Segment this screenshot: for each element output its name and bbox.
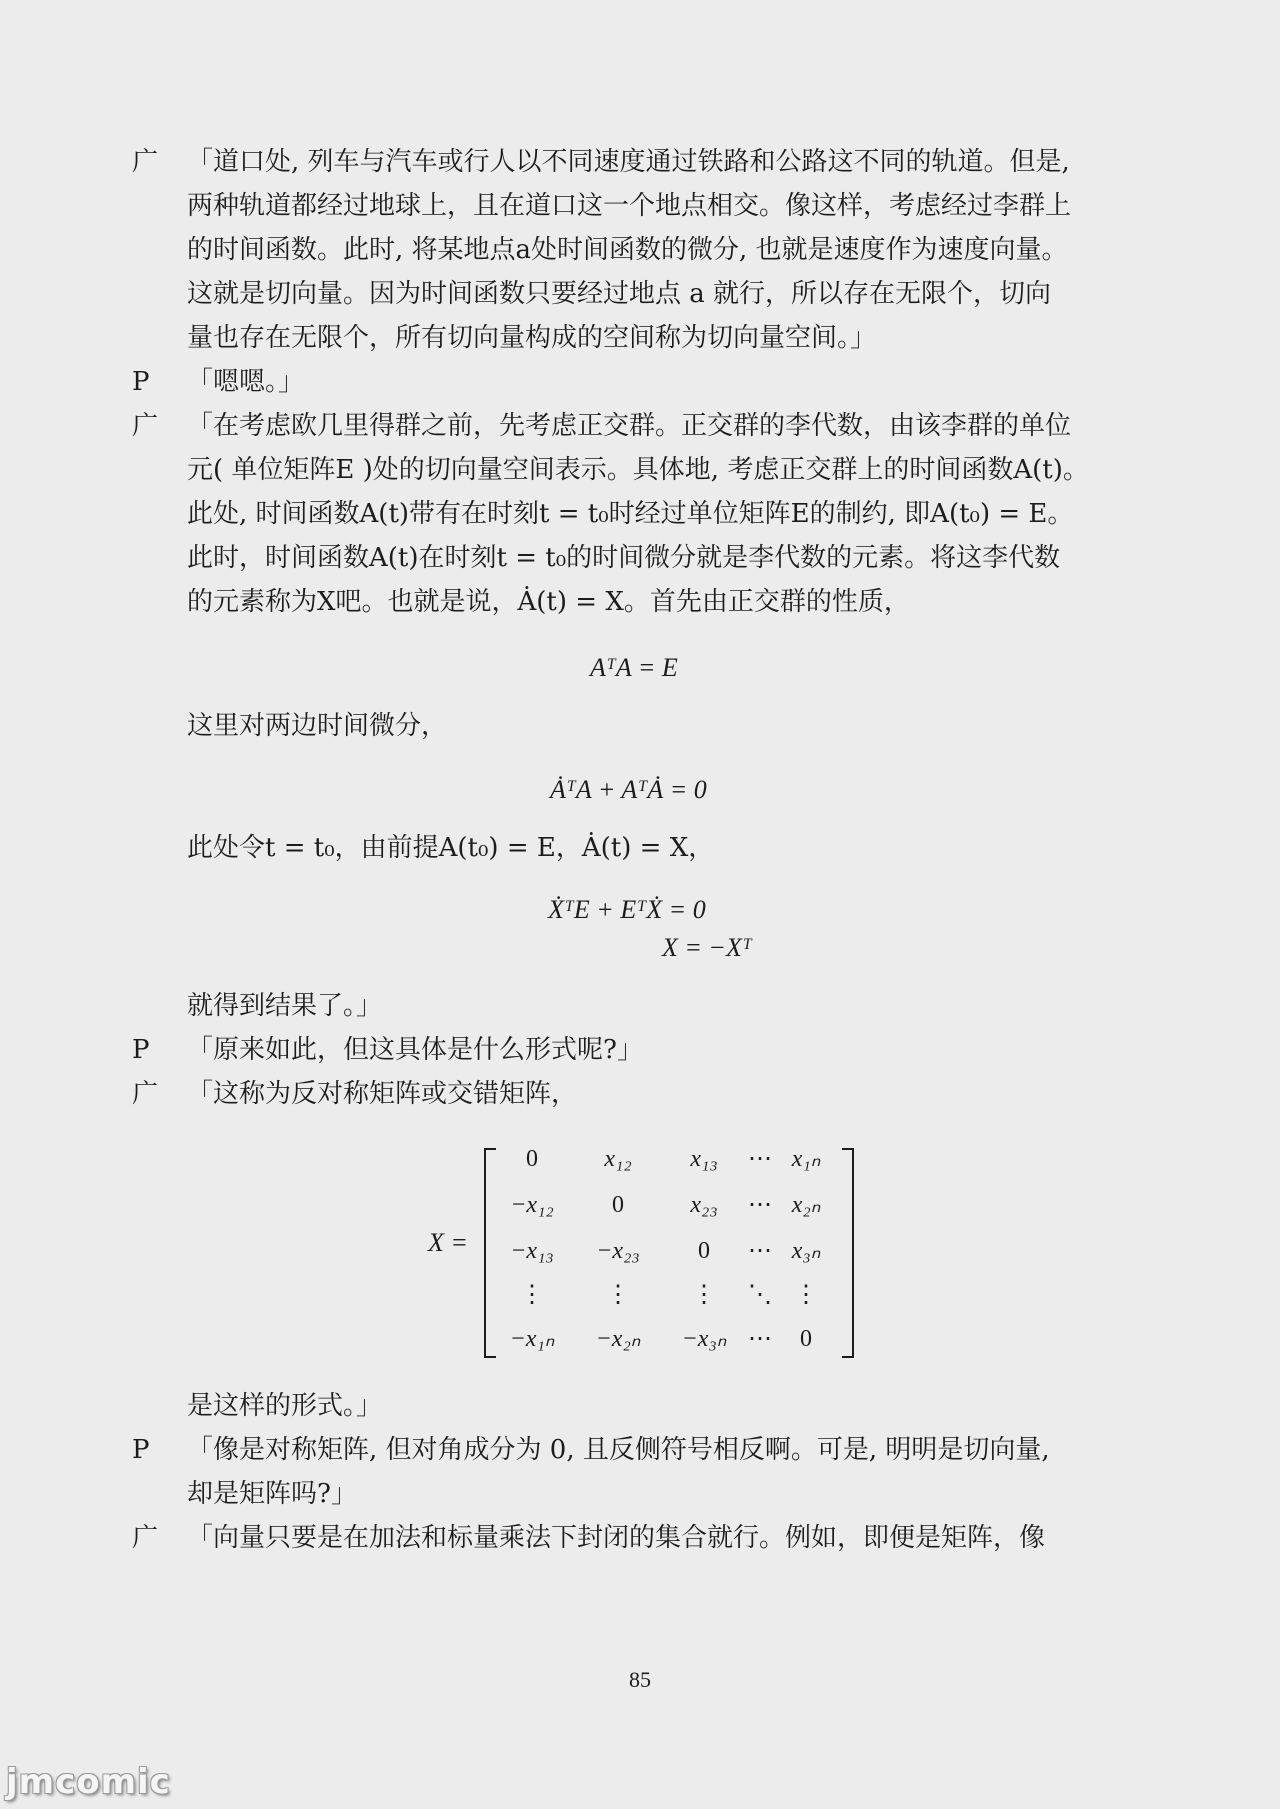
equation: X = −Xᵀ (662, 933, 752, 962)
matrix-cell: x₂₃ (690, 1192, 718, 1218)
matrix-cell: ⋮ (606, 1282, 630, 1308)
body-text: 是这样的形式。」 (187, 1391, 383, 1421)
equation: AᵀA = E (590, 653, 678, 682)
dialogue-line: 「像是对称矩阵, 但对角成分为 0, 且反侧符号相反啊。可是, 明明是切向量, (187, 1435, 1050, 1465)
speaker-label: P (132, 1035, 150, 1065)
dialogue-line: 却是矩阵吗?」 (187, 1479, 357, 1509)
matrix-cell: −x₂₃ (596, 1238, 640, 1264)
speaker-label: 广 (132, 411, 159, 441)
matrix-cell: −x₃ₙ (681, 1326, 727, 1352)
matrix-cell: ⋯ (748, 1326, 772, 1352)
matrix-cell: x₁ₙ (791, 1146, 821, 1172)
matrix-cell: x₁₃ (690, 1146, 718, 1172)
dialogue-line: 的元素称为X吧。也就是说，Ȧ(t) = X。首先由正交群的性质， (187, 587, 910, 617)
speaker-label: 广 (132, 1523, 159, 1553)
equation: ẊᵀE + EᵀẊ = 0 (548, 895, 706, 924)
matrix-cell: ⋱ (748, 1282, 772, 1308)
dialogue-line: 「这称为反对称矩阵或交错矩阵， (187, 1079, 578, 1109)
dialogue-line: 「向量只要是在加法和标量乘法下封闭的集合就行。例如，即便是矩阵，像 (187, 1523, 1046, 1553)
dialogue-line: 量也存在无限个，所有切向量构成的空间称为切向量空间。」 (187, 323, 877, 353)
matrix-cell: −x₁ₙ (509, 1326, 555, 1352)
dialogue-line: 的时间函数。此时, 将某地点a处时间函数的微分, 也就是速度作为速度向量。 (187, 235, 1068, 265)
matrix-lhs: X = (428, 1228, 468, 1257)
matrix-cell: −x₁₂ (510, 1192, 554, 1218)
matrix-cell: x₁₂ (604, 1146, 632, 1172)
matrix-cell: ⋮ (520, 1282, 544, 1308)
body-text: 就得到结果了。」 (187, 991, 383, 1021)
speaker-label: P (132, 1435, 150, 1465)
dialogue-line: 这就是切向量。因为时间函数只要经过地点 a 就行，所以存在无限个，切向 (187, 279, 1052, 309)
speaker-label: P (132, 367, 150, 397)
matrix-cell: 0 (698, 1238, 710, 1264)
matrix-cell: x₂ₙ (791, 1192, 821, 1218)
matrix-cell: x₃ₙ (791, 1238, 821, 1264)
matrix-cell: ⋯ (748, 1238, 772, 1264)
dialogue-line: 此时，时间函数A(t)在时刻t = t₀的时间微分就是李代数的元素。将这李代数 (187, 543, 1061, 573)
matrix-cell: −x₂ₙ (595, 1326, 641, 1352)
watermark-logo: jmcomic (6, 1762, 171, 1802)
matrix-equation (428, 1136, 868, 1362)
body-text: 此处令t = t₀，由前提A(t₀) = E，Ȧ(t) = X， (187, 833, 715, 863)
matrix-cell: ⋯ (748, 1146, 772, 1172)
equation: ȦᵀA + AᵀȦ = 0 (550, 775, 707, 804)
matrix-cell: 0 (800, 1326, 812, 1352)
matrix-cell: ⋮ (794, 1282, 818, 1308)
matrix-cell: 0 (612, 1192, 624, 1218)
matrix-cell: ⋮ (692, 1282, 716, 1308)
body-text: 这里对两边时间微分， (187, 711, 448, 741)
dialogue-line: 「在考虑欧几里得群之前，先考虑正交群。正交群的李代数，由该李群的单位 (187, 411, 1072, 441)
dialogue-line: 两种轨道都经过地球上，且在道口这一个地点相交。像这样，考虑经过李群上 (187, 191, 1072, 221)
page-number: 85 (629, 1667, 651, 1692)
matrix-cell: −x₁₃ (510, 1238, 554, 1264)
dialogue-line: 元( 单位矩阵E )处的切向量空间表示。具体地, 考虑正交群上的时间函数A(t)。 (187, 455, 1089, 485)
speaker-label: 广 (132, 147, 159, 177)
dialogue-line: 此处, 时间函数A(t)带有在时刻t = t₀时经过单位矩阵E的制约, 即A(t₀) = E。 (187, 499, 1074, 529)
dialogue-line: 「原来如此，但这具体是什么形式呢?」 (187, 1035, 643, 1065)
matrix-cell: ⋯ (748, 1192, 772, 1218)
dialogue-line: 「道口处, 列车与汽车或行人以不同速度通过铁路和公路这不同的轨道。但是, (187, 147, 1070, 177)
matrix-cell: 0 (526, 1146, 538, 1172)
dialogue-line: 「嗯嗯。」 (187, 367, 305, 397)
speaker-label: 广 (132, 1079, 159, 1109)
